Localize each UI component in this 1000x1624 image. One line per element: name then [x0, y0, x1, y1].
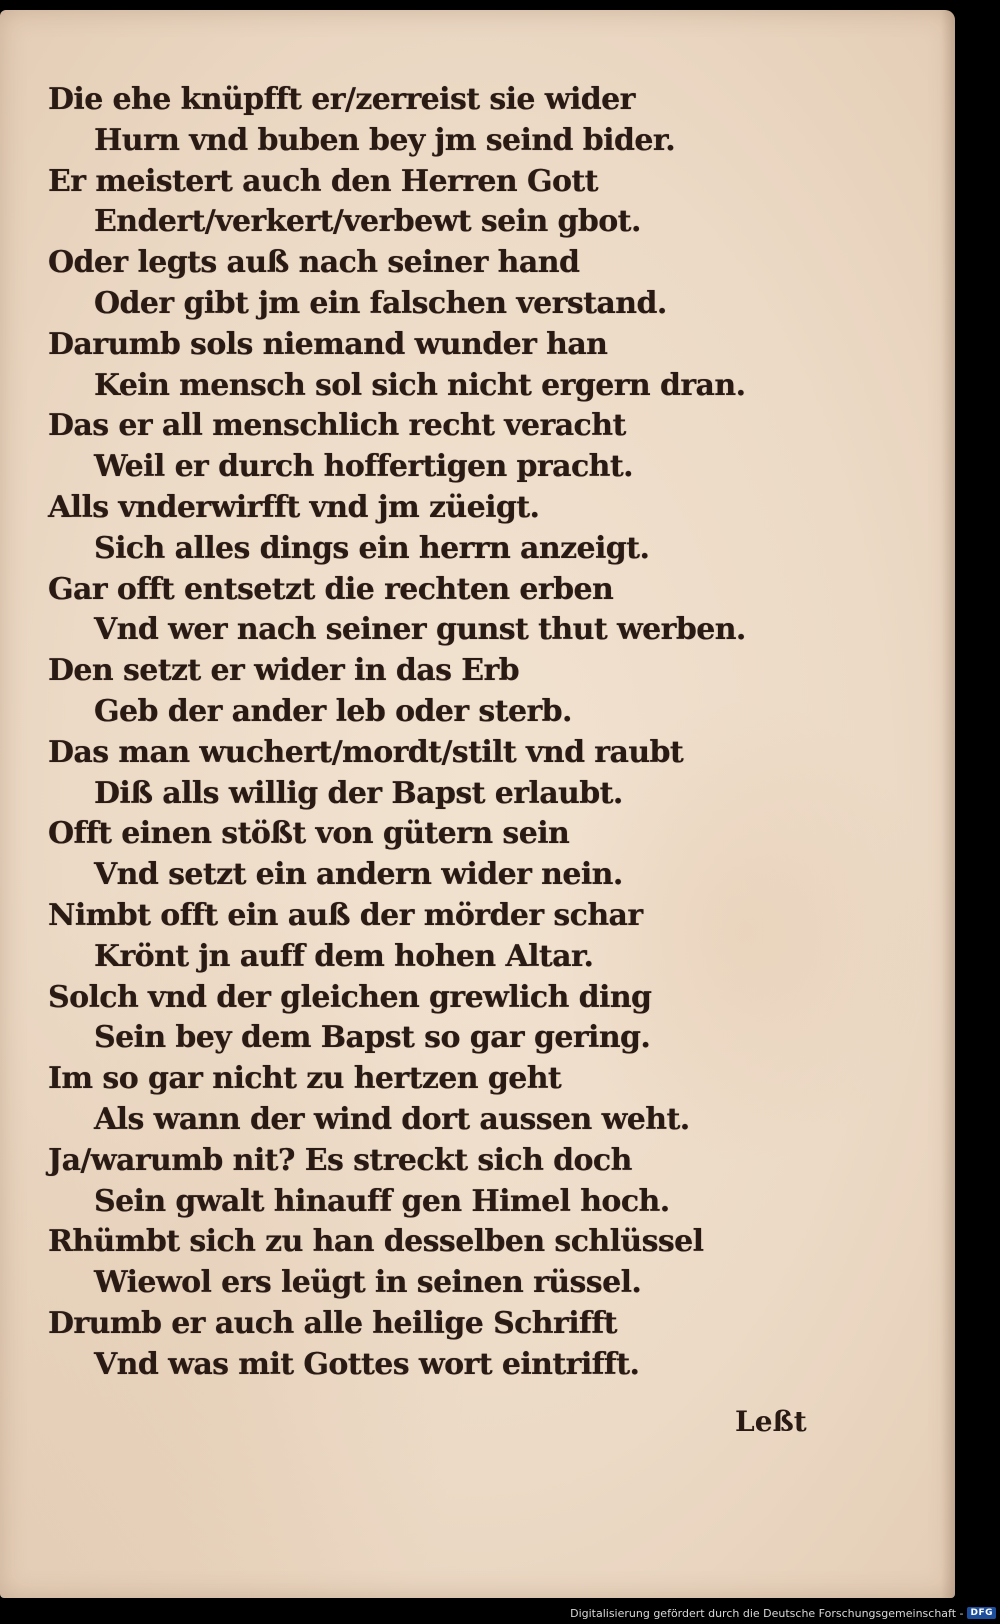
verse-line: Endert/verkert/verbewt sein gbot.	[94, 204, 641, 240]
verse-line: Krönt jn auff dem hohen Altar.	[94, 938, 594, 974]
verse-line: Im so gar nicht zu hertzen geht	[48, 1061, 562, 1097]
verse-line: Rhümbt sich zu han desselben schlüssel	[48, 1224, 704, 1260]
verse-line: Vnd setzt ein andern wider nein.	[94, 857, 623, 893]
verse-line: Den setzt er wider in das Erb	[48, 653, 520, 689]
verse-line: Als wann der wind dort aussen weht.	[94, 1101, 690, 1137]
verse-line: Offt einen stößt von gütern sein	[48, 816, 570, 852]
verse-line: Oder legts auß nach seiner hand	[48, 245, 580, 281]
credit-text: Digitalisierung gefördert durch die Deutsche Forschungsgemeinschaft -	[570, 1606, 964, 1620]
verse-line: Diß alls willig der Bapst erlaubt.	[94, 775, 623, 811]
verse-line: Er meistert auch den Herren Gott	[48, 163, 598, 199]
verse-line: Sich alles dings ein herrn anzeigt.	[94, 530, 650, 566]
verse-line: Vnd wer nach seiner gunst thut werben.	[94, 612, 746, 648]
verse-line: Hurn vnd buben bey jm seind bider.	[94, 122, 676, 158]
verse-line: Weil er durch hoffertigen pracht.	[94, 449, 633, 485]
verse-line: Geb der ander leb oder sterb.	[94, 693, 572, 729]
page-edge-shadow	[941, 10, 955, 1598]
verse-line: Nimbt offt ein auß der mörder schar	[48, 897, 643, 933]
verse-line: Das er all menschlich recht veracht	[48, 408, 626, 444]
verse-line: Darumb sols niemand wunder han	[48, 326, 608, 362]
verse-line: Ja/warumb nit? Es streckt sich doch	[48, 1142, 632, 1178]
verse-line: Solch vnd der gleichen grewlich ding	[48, 979, 652, 1015]
verse-line: Sein bey dem Bapst so gar gering.	[94, 1020, 651, 1056]
verse-line: Gar offt entsetzt die rechten erben	[48, 571, 614, 607]
book-page	[0, 10, 955, 1598]
verse-line: Das man wuchert/mordt/stilt vnd raubt	[48, 734, 684, 770]
verse-line: Kein mensch sol sich nicht ergern dran.	[94, 367, 746, 403]
catchword: Leßt	[735, 1405, 807, 1438]
verse-line: Alls vnderwirfft vnd jm züeigt.	[48, 489, 540, 525]
verse-line: Die ehe knüpfft er/zerreist sie wider	[48, 82, 635, 117]
verse-line: Drumb er auch alle heilige Schrifft	[48, 1305, 617, 1341]
verse-block	[48, 80, 908, 1386]
verse-line: Wiewol ers leügt in seinen rüssel.	[94, 1265, 642, 1301]
verse-line: Vnd was mit Gottes wort eintrifft.	[94, 1346, 640, 1382]
verse-line: Oder gibt jm ein falschen verstand.	[94, 285, 667, 321]
verse-line: Sein gwalt hinauff gen Himel hoch.	[94, 1183, 670, 1219]
digitization-credit	[570, 1604, 996, 1622]
dfg-logo: DFG	[967, 1607, 996, 1619]
